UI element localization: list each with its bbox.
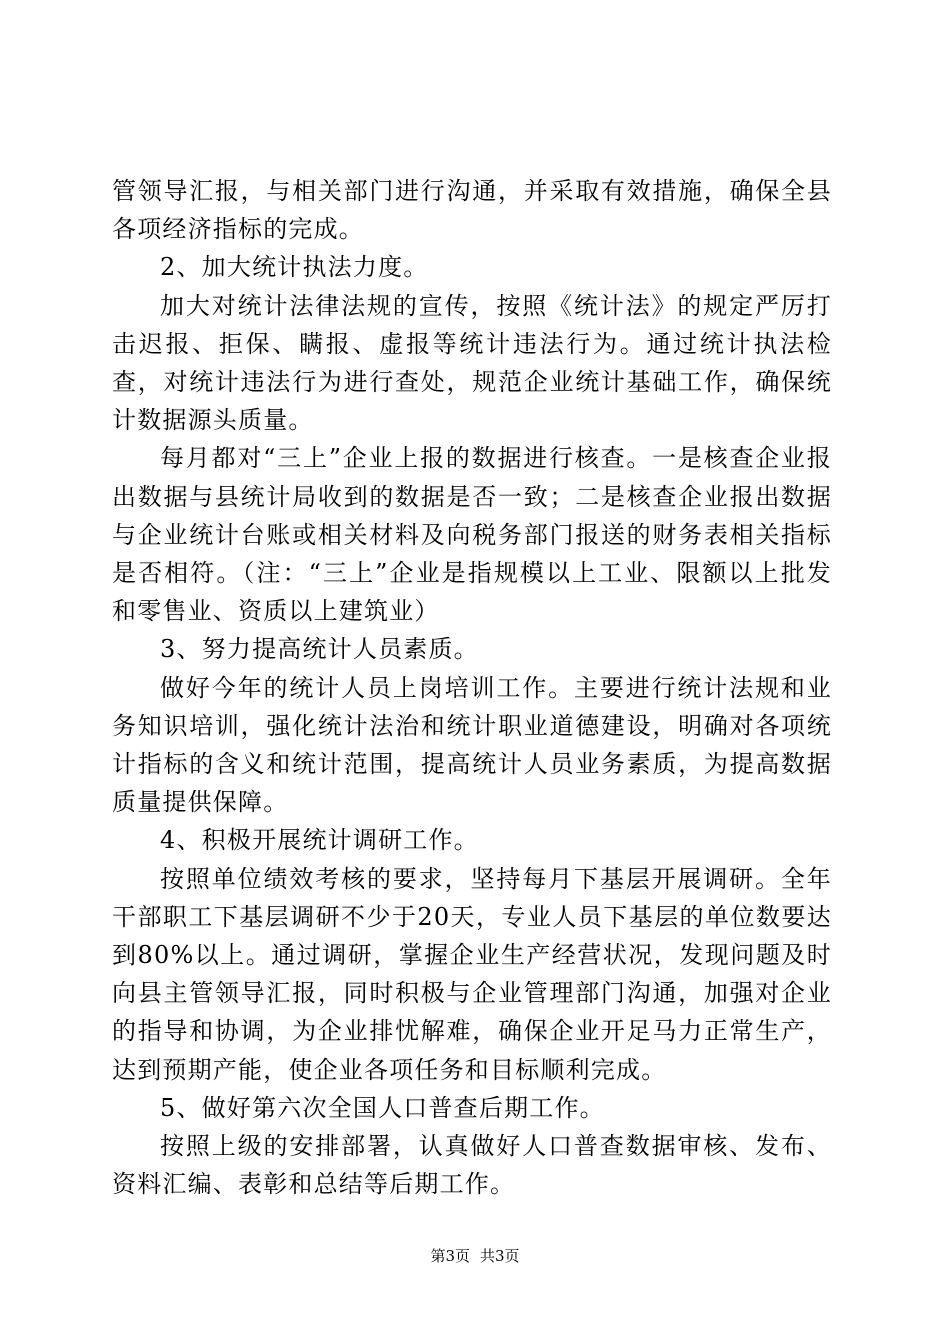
section-heading-3: 3、努力提高统计人员素质。 [160,635,479,664]
document-body [112,172,832,1203]
page-number: 第3页 [430,1247,470,1265]
total-pages: 共3页 [480,1247,520,1265]
section-heading-5: 5、做好第六次全国人口普查后期工作。 [160,1093,605,1122]
section-heading-2: 2、加大统计执法力度。 [160,253,429,282]
paragraph-3: 加大对统计法律法规的宣传，按照《统计法》的规定严厉打击迟报、拒保、瞒报、虚报等统计违法行为。通过统计执法检查，对统计违法行为进行查处，规范企业统计基础工作，确保统计数据源头质量。 [112,291,832,435]
paragraph-1: 管领导汇报，与相关部门进行沟通，并采取有效措施，确保全县各项经济指标的完成。 [112,177,832,244]
paragraph-4: 每月都对“三上”企业上报的数据进行核查。一是核查企业报出数据与县统计局收到的数据是否一致；二是核查企业报出数据与企业统计台账或相关材料及向税务部门报送的财务表相关指标是否相符。（注：“三上”企业是指规模以上工业、限额以上批发和零售业、资质以上建筑业） [112,444,832,626]
paragraph-8: 按照单位绩效考核的要求，坚持每月下基层开展调研。全年干部职工下基层调研不少于20天，专业人员下基层的单位数要达到80%以上。通过调研，掌握企业生产经营状况，发现问题及时向县主管领导汇报，同时积极与企业管理部门沟通，加强对企业的指导和协调，为企业排忧解难，确保企业开足马力正常生产，达到预期产能，使企业各项任务和目标顺利完成。 [112,864,832,1084]
page-footer [0,1246,950,1266]
section-heading-4: 4、积极开展统计调研工作。 [160,826,479,855]
paragraph-6: 做好今年的统计人员上岗培训工作。主要进行统计法规和业务知识培训，强化统计法治和统计职业道德建设，明确对各项统计指标的含义和统计范围，提高统计人员业务素质，为提高数据质量提供保障。 [112,673,832,817]
paragraph-10: 按照上级的安排部署，认真做好人口普查数据审核、发布、资料汇编、表彰和总结等后期工作。 [112,1132,832,1199]
